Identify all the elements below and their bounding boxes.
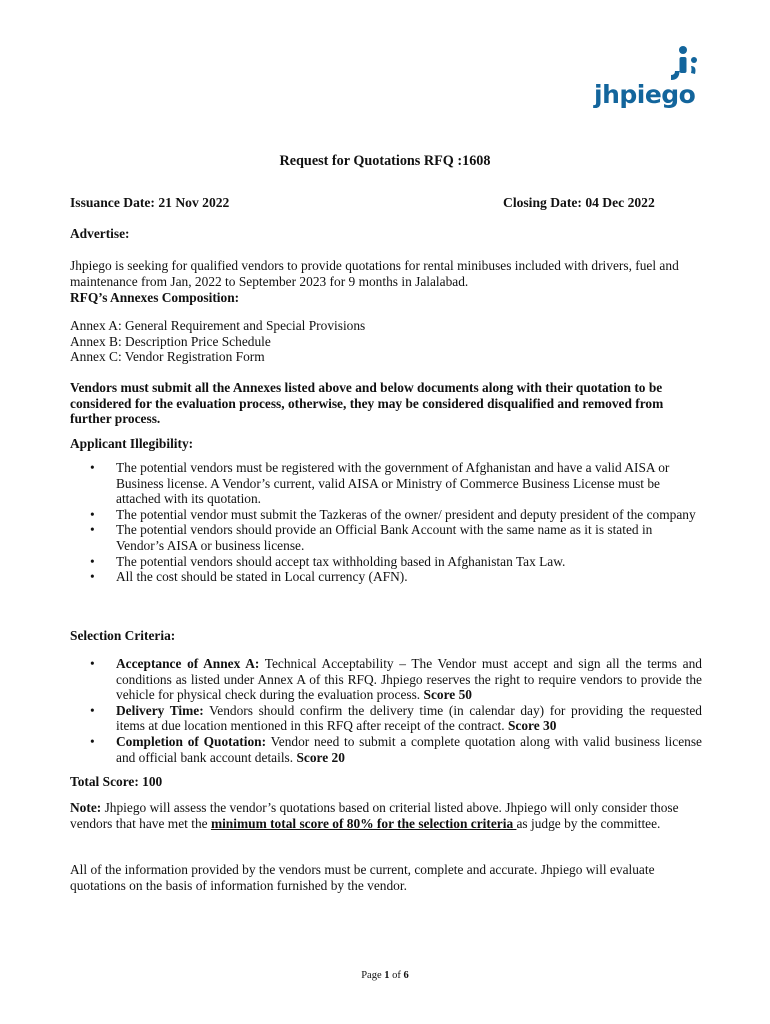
minimum-score-emphasis: minimum total score of 80% for the selection criteria (210, 815, 517, 831)
bullet-icon: • (90, 702, 95, 718)
note-label: Note: (70, 800, 102, 815)
bullet-icon: • (90, 733, 95, 749)
criterion-label: Completion of Quotation: (116, 733, 267, 749)
eligibility-item: • The potential vendors should provide an Official Bank Account with the same name as it is stated in Vendor’s AISA or business license. (90, 522, 653, 553)
page-number: 1 (384, 970, 390, 981)
eligibility-heading: Applicant Illegibility: (70, 436, 194, 451)
bullet-icon: • (90, 569, 95, 585)
eligibility-item: • The potential vendor must submit the Tazkeras of the owner/ president and deputy president of the company (90, 506, 696, 522)
note-paragraph: Note: Jhpiego will assess the vendor’s quotations based on criterial listed above. Jhpiego will only consider those vendors that have met the minimum total score of 80% for the selection criteria as judge by the committee. (70, 800, 679, 831)
page-footer: Page 1 of 6 (361, 970, 409, 981)
advertise-heading: Advertise: (70, 226, 130, 241)
intro-paragraph: Jhpiego is seeking for qualified vendors to provide quotations for rental minibuses included with drivers, fuel and maintenance from Jan, 2022 to September 2023 for 9 months in Jalalabad. (70, 258, 679, 289)
page-total: 6 (403, 970, 409, 981)
jhpiego-logo (594, 44, 704, 114)
selection-list (90, 656, 702, 765)
document-title: Request for Quotations RFQ :1608 (279, 153, 491, 169)
criterion-score: Score 20 (296, 749, 345, 765)
eligibility-item: • All the cost should be stated in Local currency (AFN). (90, 569, 408, 585)
total-score: Total Score: 100 (70, 774, 163, 789)
eligibility-list (90, 460, 702, 585)
annex-item: Annex B: Description Price Schedule (70, 333, 271, 349)
criterion-score: Score 50 (423, 687, 472, 703)
bullet-icon: • (90, 460, 95, 475)
annex-list (70, 318, 365, 365)
bullet-icon: • (90, 522, 95, 538)
logo-mark-icon (594, 44, 704, 84)
closing-paragraph: All of the information provided by the vendors must be current, complete and accurate. Jhpiego will evaluate quotations on the basis of information furnished by the vendor. (70, 862, 655, 893)
selection-heading: Selection Criteria: (70, 628, 176, 643)
selection-item: • Completion of Quotation: Vendor need to submit a complete quotation along with valid business license and official bank account details. Score 20 (90, 733, 702, 765)
bullet-icon: • (90, 553, 95, 569)
eligibility-item: • The potential vendors must be registered with the government of Afghanistan and have a valid AISA or Business license. A Vendor’s current, valid AISA or Ministry of Commerce Business License must be attached with its quotation. (90, 460, 670, 507)
closing-date: Closing Date: 04 Dec 2022 (503, 195, 655, 210)
criterion-label: Acceptance of Annex A: (116, 656, 260, 671)
bullet-icon: • (90, 506, 95, 522)
annex-item: Annex C: Vendor Registration Form (70, 349, 265, 365)
selection-item: • Delivery Time: Vendors should confirm the delivery time (in calendar day) for providing the requested items at due location mentioned in this RFQ after receipt of the contract. Score 30 (90, 702, 702, 734)
issuance-date: Issuance Date: 21 Nov 2022 (70, 195, 230, 210)
selection-item: • Acceptance of Annex A: Technical Acceptability – The Vendor must accept and sign all the terms and conditions as listed under Annex A of this RFQ. Jhpiego reserves the right to require vendors to provide the vehicle for physical check during the evaluation process. Score 50 (90, 656, 702, 703)
criterion-label: Delivery Time: (116, 702, 204, 718)
submission-warning: Vendors must submit all the Annexes listed above and below documents along with their quotation to be considered for the evaluation process, otherwise, they may be considered disqualified and removed from further process. (70, 380, 664, 427)
logo-wordmark: jhpiego (594, 80, 696, 109)
eligibility-item: • The potential vendors should accept tax withholding based in Afghanistan Tax Law. (90, 553, 566, 569)
annex-heading: RFQ’s Annexes Composition: (70, 290, 240, 305)
annex-item: Annex A: General Requirement and Special Provisions (70, 318, 366, 333)
criterion-score: Score 30 (507, 718, 557, 734)
bullet-icon: • (90, 656, 95, 671)
